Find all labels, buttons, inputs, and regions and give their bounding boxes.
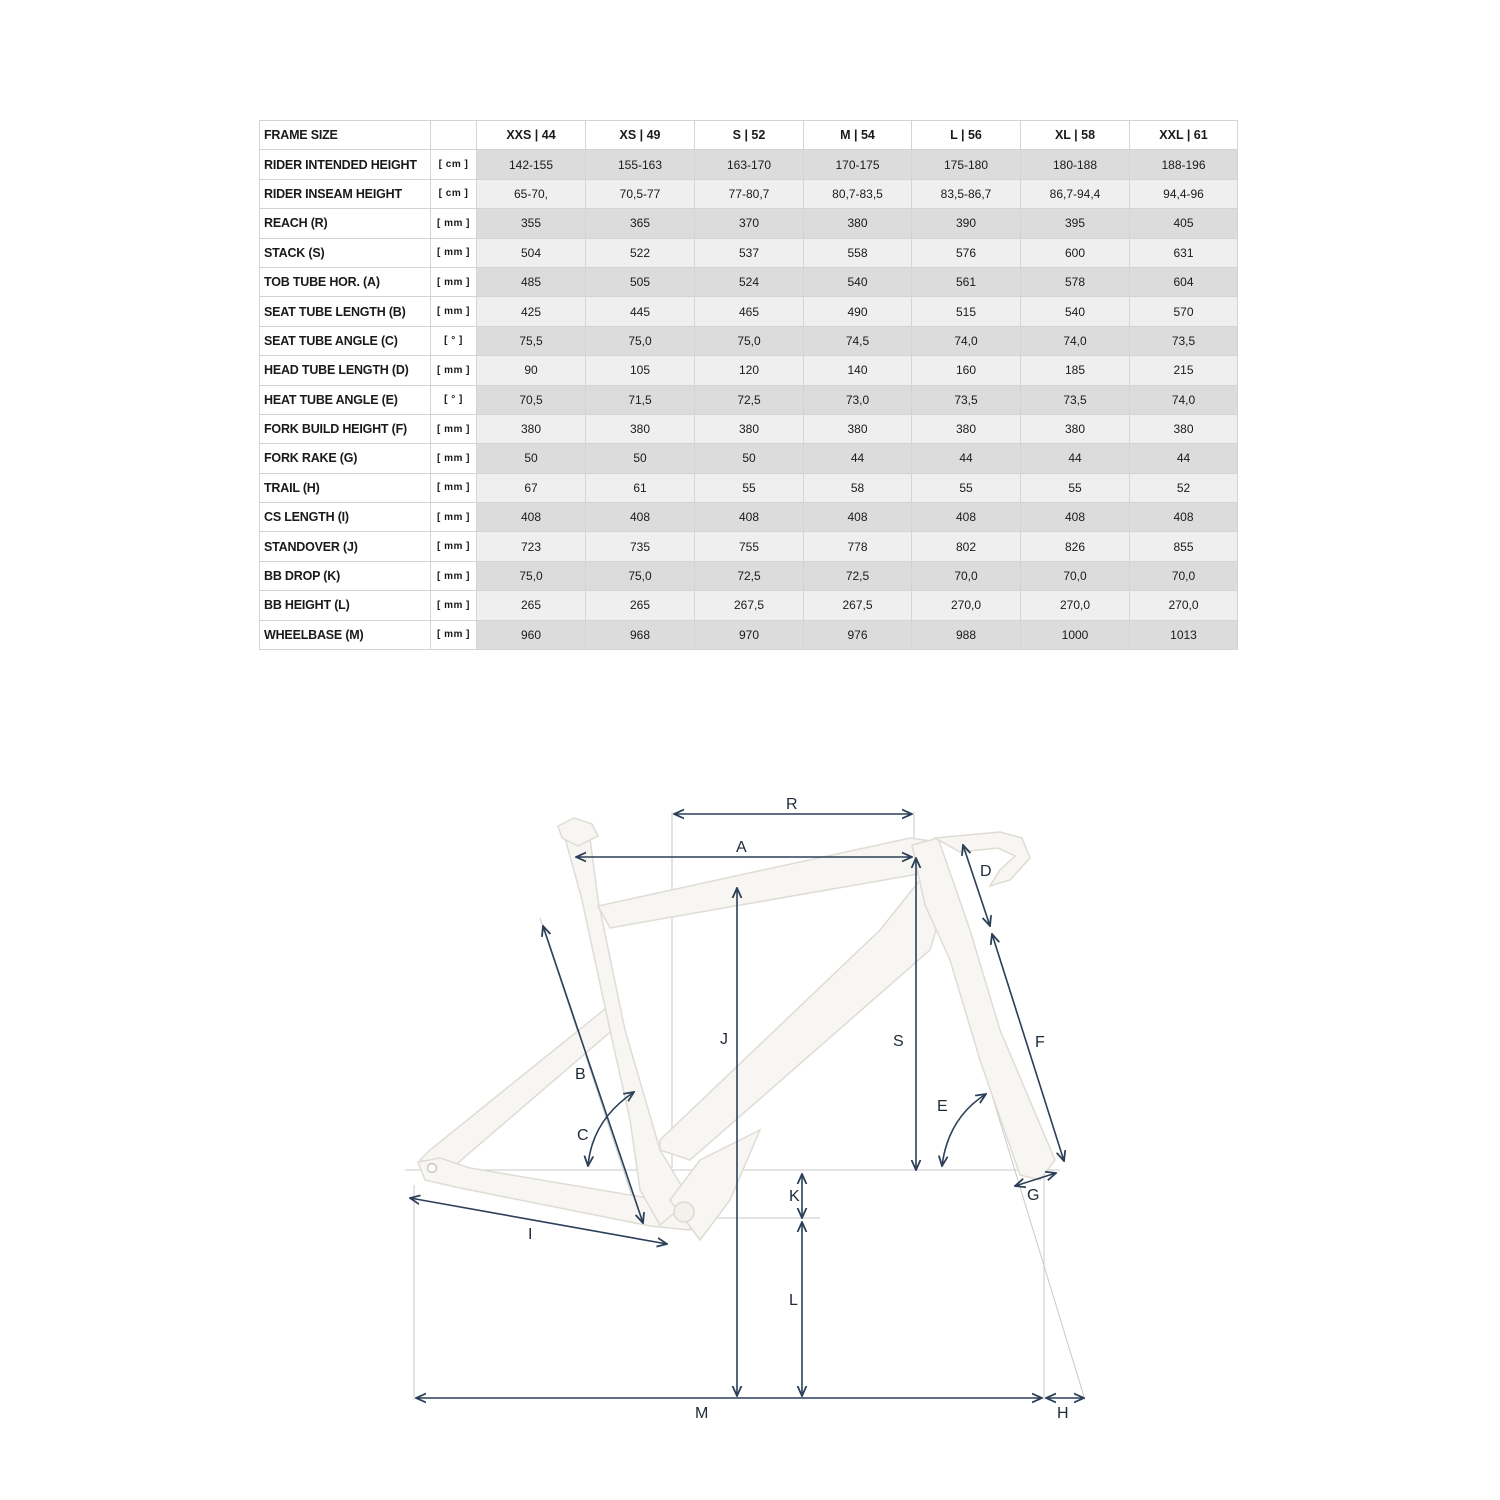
table-cell: 968 [586, 620, 695, 649]
table-cell: 72,5 [695, 561, 804, 590]
table-cell: 408 [695, 503, 804, 532]
table-cell: 188-196 [1130, 150, 1238, 179]
table-cell: 74,0 [1021, 326, 1130, 355]
table-cell: 50 [477, 444, 586, 473]
table-cell: 55 [912, 473, 1021, 502]
table-cell: 73,5 [912, 385, 1021, 414]
table-cell: 65-70, [477, 179, 586, 208]
row-label: SEAT TUBE ANGLE (C) [260, 326, 431, 355]
row-unit: [ ° ] [431, 385, 477, 414]
table-cell: 988 [912, 620, 1021, 649]
table-cell: 72,5 [695, 385, 804, 414]
row-unit: [ mm ] [431, 561, 477, 590]
row-unit: [ mm ] [431, 591, 477, 620]
table-cell: 70,0 [1130, 561, 1238, 590]
row-label: WHEELBASE (M) [260, 620, 431, 649]
table-cell: 67 [477, 473, 586, 502]
table-cell: 75,0 [586, 326, 695, 355]
table-cell: 86,7-94,4 [1021, 179, 1130, 208]
row-label: RIDER INTENDED HEIGHT [260, 150, 431, 179]
table-cell: 960 [477, 620, 586, 649]
table-cell: 44 [1021, 444, 1130, 473]
table-cell: 44 [912, 444, 1021, 473]
table-cell: 142-155 [477, 150, 586, 179]
table-cell: 408 [477, 503, 586, 532]
table-cell: 505 [586, 267, 695, 296]
label-c: C [577, 1127, 589, 1144]
label-j: J [720, 1031, 728, 1048]
table-cell: 70,5 [477, 385, 586, 414]
table-cell: 561 [912, 267, 1021, 296]
table-cell: 408 [1021, 503, 1130, 532]
row-unit: [ mm ] [431, 532, 477, 561]
header-size: XS | 49 [586, 121, 695, 150]
table-cell: 405 [1130, 209, 1238, 238]
row-label: STACK (S) [260, 238, 431, 267]
table-cell: 120 [695, 356, 804, 385]
table-cell: 515 [912, 297, 1021, 326]
table-cell: 58 [804, 473, 912, 502]
table-cell: 395 [1021, 209, 1130, 238]
label-k: K [789, 1188, 800, 1205]
table-cell: 163-170 [695, 150, 804, 179]
table-cell: 976 [804, 620, 912, 649]
table-cell: 631 [1130, 238, 1238, 267]
label-r: R [786, 796, 798, 813]
table-cell: 44 [804, 444, 912, 473]
table-cell: 558 [804, 238, 912, 267]
table-cell: 170-175 [804, 150, 912, 179]
header-size: XL | 58 [1021, 121, 1130, 150]
row-label: SEAT TUBE LENGTH (B) [260, 297, 431, 326]
dim-d [963, 845, 990, 926]
table-cell: 380 [586, 414, 695, 443]
table-cell: 540 [1021, 297, 1130, 326]
table-cell: 55 [695, 473, 804, 502]
table-cell: 265 [586, 591, 695, 620]
table-cell: 408 [586, 503, 695, 532]
header-size: XXS | 44 [477, 121, 586, 150]
row-label: CS LENGTH (I) [260, 503, 431, 532]
label-f: F [1035, 1034, 1045, 1051]
table-cell: 74,0 [912, 326, 1021, 355]
table-cell: 504 [477, 238, 586, 267]
table-cell: 44 [1130, 444, 1238, 473]
table-cell: 72,5 [804, 561, 912, 590]
table-cell: 71,5 [586, 385, 695, 414]
row-unit: [ mm ] [431, 238, 477, 267]
label-s: S [893, 1033, 904, 1050]
label-e: E [937, 1098, 948, 1115]
header-size: XXL | 61 [1130, 121, 1238, 150]
table-cell: 365 [586, 209, 695, 238]
label-h: H [1057, 1405, 1069, 1422]
table-cell: 390 [912, 209, 1021, 238]
table-cell: 380 [1130, 414, 1238, 443]
row-label: BB DROP (K) [260, 561, 431, 590]
table-cell: 408 [912, 503, 1021, 532]
row-unit: [ mm ] [431, 473, 477, 502]
label-a: A [736, 839, 747, 856]
dim-e [942, 1094, 986, 1166]
table-cell: 83,5-86,7 [912, 179, 1021, 208]
table-cell: 105 [586, 356, 695, 385]
row-label: RIDER INSEAM HEIGHT [260, 179, 431, 208]
table-cell: 465 [695, 297, 804, 326]
table-cell: 90 [477, 356, 586, 385]
table-cell: 73,5 [1021, 385, 1130, 414]
row-label: HEAD TUBE LENGTH (D) [260, 356, 431, 385]
table-cell: 735 [586, 532, 695, 561]
table-cell: 140 [804, 356, 912, 385]
row-label: TRAIL (H) [260, 473, 431, 502]
row-unit: [ mm ] [431, 267, 477, 296]
table-cell: 185 [1021, 356, 1130, 385]
table-cell: 180-188 [1021, 150, 1130, 179]
table-cell: 540 [804, 267, 912, 296]
table-cell: 445 [586, 297, 695, 326]
table-cell: 94,4-96 [1130, 179, 1238, 208]
table-cell: 425 [477, 297, 586, 326]
table-cell: 55 [1021, 473, 1130, 502]
row-label: REACH (R) [260, 209, 431, 238]
table-cell: 270,0 [1021, 591, 1130, 620]
row-unit: [ cm ] [431, 150, 477, 179]
table-cell: 270,0 [912, 591, 1021, 620]
table-cell: 723 [477, 532, 586, 561]
table-cell: 600 [1021, 238, 1130, 267]
table-cell: 490 [804, 297, 912, 326]
table-cell: 576 [912, 238, 1021, 267]
row-unit: [ mm ] [431, 209, 477, 238]
header-size: M | 54 [804, 121, 912, 150]
table-cell: 74,5 [804, 326, 912, 355]
table-cell: 50 [586, 444, 695, 473]
table-cell: 50 [695, 444, 804, 473]
table-cell: 265 [477, 591, 586, 620]
table-cell: 74,0 [1130, 385, 1238, 414]
row-label: STANDOVER (J) [260, 532, 431, 561]
table-cell: 578 [1021, 267, 1130, 296]
table-cell: 408 [1130, 503, 1238, 532]
row-unit: [ ° ] [431, 326, 477, 355]
table-cell: 826 [1021, 532, 1130, 561]
table-cell: 73,0 [804, 385, 912, 414]
table-cell: 524 [695, 267, 804, 296]
table-cell: 1013 [1130, 620, 1238, 649]
table-cell: 970 [695, 620, 804, 649]
label-l: L [789, 1292, 798, 1309]
row-unit: [ mm ] [431, 503, 477, 532]
row-unit: [ mm ] [431, 620, 477, 649]
table-cell: 370 [695, 209, 804, 238]
label-d: D [980, 863, 992, 880]
table-cell: 61 [586, 473, 695, 502]
table-cell: 70,0 [1021, 561, 1130, 590]
table-cell: 270,0 [1130, 591, 1238, 620]
table-cell: 77-80,7 [695, 179, 804, 208]
row-unit: [ mm ] [431, 444, 477, 473]
table-cell: 380 [912, 414, 1021, 443]
table-cell: 75,0 [695, 326, 804, 355]
row-label: HEAT TUBE ANGLE (E) [260, 385, 431, 414]
row-unit: [ mm ] [431, 414, 477, 443]
header-size: S | 52 [695, 121, 804, 150]
label-i: I [528, 1226, 533, 1243]
table-cell: 802 [912, 532, 1021, 561]
table-cell: 160 [912, 356, 1021, 385]
table-cell: 155-163 [586, 150, 695, 179]
table-cell: 778 [804, 532, 912, 561]
table-cell: 52 [1130, 473, 1238, 502]
table-cell: 267,5 [804, 591, 912, 620]
row-label: TOB TUBE HOR. (A) [260, 267, 431, 296]
table-cell: 73,5 [1130, 326, 1238, 355]
label-b: B [575, 1066, 586, 1083]
table-cell: 570 [1130, 297, 1238, 326]
table-cell: 75,0 [477, 561, 586, 590]
row-unit: [ mm ] [431, 297, 477, 326]
table-cell: 215 [1130, 356, 1238, 385]
table-cell: 75,5 [477, 326, 586, 355]
table-cell: 267,5 [695, 591, 804, 620]
row-unit: [ cm ] [431, 179, 477, 208]
header-size: L | 56 [912, 121, 1021, 150]
table-cell: 80,7-83,5 [804, 179, 912, 208]
row-unit: [ mm ] [431, 356, 477, 385]
header-frame-size: FRAME SIZE [260, 121, 431, 150]
table-cell: 175-180 [912, 150, 1021, 179]
table-cell: 408 [804, 503, 912, 532]
table-cell: 755 [695, 532, 804, 561]
table-cell: 485 [477, 267, 586, 296]
label-m: M [695, 1405, 709, 1422]
table-cell: 380 [477, 414, 586, 443]
table-cell: 380 [695, 414, 804, 443]
table-cell: 855 [1130, 532, 1238, 561]
table-cell: 522 [586, 238, 695, 267]
table-cell: 1000 [1021, 620, 1130, 649]
table-cell: 380 [1021, 414, 1130, 443]
row-label: BB HEIGHT (L) [260, 591, 431, 620]
table-cell: 70,5-77 [586, 179, 695, 208]
table-cell: 75,0 [586, 561, 695, 590]
row-label: FORK BUILD HEIGHT (F) [260, 414, 431, 443]
table-cell: 70,0 [912, 561, 1021, 590]
table-cell: 355 [477, 209, 586, 238]
table-cell: 604 [1130, 267, 1238, 296]
label-g: G [1027, 1187, 1040, 1204]
table-cell: 380 [804, 209, 912, 238]
table-cell: 380 [804, 414, 912, 443]
row-label: FORK RAKE (G) [260, 444, 431, 473]
table-cell: 537 [695, 238, 804, 267]
